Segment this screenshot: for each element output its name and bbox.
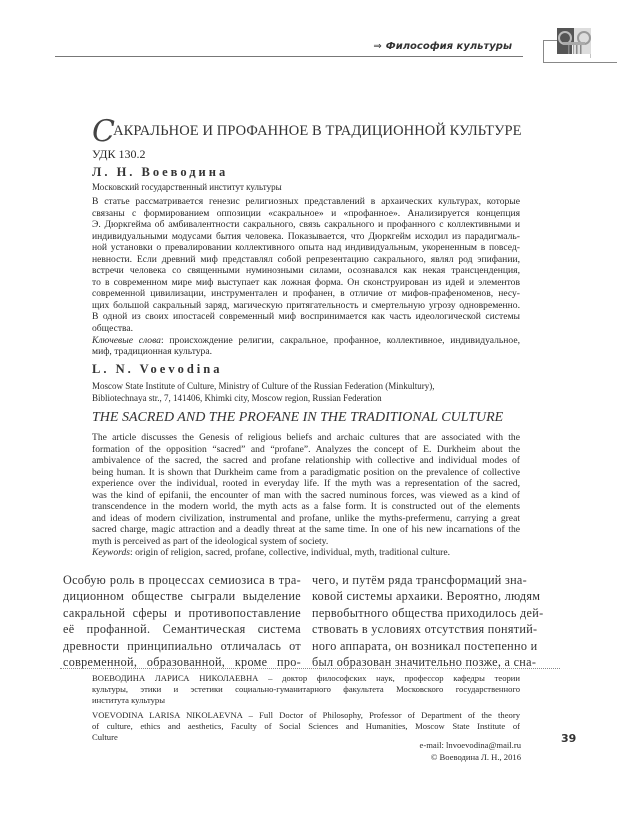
text-line: первобытного общества приходилось дей- [312, 605, 544, 620]
text-line: был образован значительно позже, а сна- [312, 654, 537, 669]
text-line: VOEVODINA LARISA NIKOLAEVNA – Full Doctor of Philosophy, Professor of Department of the theory [92, 710, 520, 720]
keywords-ru [92, 335, 520, 347]
body-col1-lines [63, 572, 301, 670]
text-line: ambivalence of the sacred, the sacred and profane relationship with collective and individual modes of [92, 455, 520, 467]
text-line: formation of the opposition “sacred” and “profane”. Analyzes the concept of E. Durkheim about the [92, 443, 520, 455]
ionic-column-logo-icon [557, 28, 591, 58]
page-number: 39 [561, 732, 577, 745]
author-bio-ru [92, 673, 520, 707]
abstract-en [92, 432, 520, 559]
text-line: сакральной сферы и противопоставление [63, 605, 301, 620]
text-line: современной, образованной, кроме про- [63, 654, 301, 669]
section-header [373, 41, 512, 52]
text-line: её профанной. Семантическая система [63, 622, 301, 637]
article-title-ru [92, 114, 522, 149]
text-line: культуры, этики и эстетики социально-гуманитарного факультета Московского государственного [92, 684, 520, 695]
text-line: Culture [92, 732, 118, 743]
text-line: В одной из своих ипостасей современный миф воспринимается как часть идеологической системы [92, 311, 520, 323]
text-line: experience over the individual, rooted in everyday life. If the myth was a representation of the sacred, [92, 478, 520, 490]
text-line: of culture, ethics and aesthetics, Faculty of Social Sciences and Humanities, Moscow State Institute of [92, 721, 520, 732]
text-line: was the kind of epifanii, the encounter of man with the sacred numinous forces, was viewed as a kind of [92, 489, 520, 501]
bracket-line [543, 40, 557, 41]
text-line: sacred charge, magic attraction and a deadly threat at the same time. In one of his new incarnations of the [92, 524, 520, 536]
text-line: ной установки о превалировании коллективного опыта над индивидуальным, укорененным в повсед- [92, 242, 520, 254]
text-line: щих большой сакральный заряд, магическую притягательность и смертельную угрозу одновременно. [92, 299, 520, 311]
text-line: встречи человека со священными нуминозными силами, осознавался как некая трансценденция, [92, 265, 520, 277]
affiliation-en [92, 380, 522, 404]
bracket-line [543, 40, 544, 62]
text-line: transcendence in the modern world, the myth acts as a false form. It is constructed out of the elements [92, 501, 520, 513]
footnote-divider [60, 668, 560, 669]
author-bio-en [92, 710, 520, 744]
keywords-en [92, 547, 520, 559]
udk-code: УДК 130.2 [92, 147, 146, 161]
keywords-label: Ключевые слова [92, 334, 161, 346]
bracket-line [543, 62, 617, 63]
author-name-ru: Л. Н. Воеводина [92, 165, 229, 179]
title-rest: АКРАЛЬНОЕ И ПРОФАННОЕ В ТРАДИЦИОННОЙ КУЛЬТУРЕ [113, 123, 522, 139]
text-line: чего, и путём ряда трансформаций зна- [312, 573, 527, 587]
bio-en-lines [92, 710, 520, 744]
text-line: ковой системы архаики. Вероятно, людям [312, 589, 541, 604]
keywords-label: Keywords [92, 547, 131, 559]
header-rule [55, 56, 523, 57]
keywords-text: : origin of religion, sacred, profane, collective, individual, myth, traditional culture. [130, 547, 450, 559]
section-title: Философия культуры [385, 41, 512, 52]
text-line: being human. It is shown that Durkheim came from a paradigmatic position on the prevalence of collective [92, 466, 520, 478]
author-name-en: L. N. Voevodina [92, 362, 223, 376]
text-line: связаны с формированием оппозиции «сакральное» и «профанное». Анализируется концепция [92, 207, 520, 219]
text-line: Э. Дюркгейма об амбивалентности сакрального, связь сакрального и профанного с коллективными и [92, 219, 520, 231]
author-email: e-mail: lnvoevodina@mail.ru [419, 740, 521, 750]
text-line: диционном обществе сыграли выделение [63, 589, 301, 604]
text-line: древности принципиально отличалась от [63, 638, 301, 653]
arrow-icon: ⇒ [373, 41, 382, 52]
text-line: and ideas of modern civilization, instrumental and profane, unlike the myths-prefermenu, carrying a great [92, 512, 520, 524]
affiliation-ru: Московский государственный институт культуры [92, 182, 282, 192]
abstract-ru [92, 196, 520, 358]
abstract-en-lines [92, 432, 520, 547]
text-line: то в современном мире миф выступает как ложная форма. Он сконструирован из идей и элементов [92, 276, 520, 288]
keywords-ru-cont: миф, традиционная культура. [92, 346, 213, 358]
text-line: ного аппарата, он возникал постепенно и [312, 638, 538, 653]
text-line: индивидуальными модусами бытия человека. Показывается, что Дюркгейм исходил из парадигмаль- [92, 230, 520, 242]
text-line: современной цивилизации, инструментален и профанен, в отличие от мифов-прафеноменов, несу- [92, 288, 520, 300]
text-line: myth is perceived as part of the ideological system of society. [92, 535, 329, 547]
text-line: Особую роль в процессах семиозиса в тра- [63, 573, 301, 587]
body-col2-lines [312, 572, 544, 670]
body-column-2 [312, 572, 544, 670]
text-line: The article discusses the Genesis of religious beliefs and archaic cultures that are associated with the [92, 432, 520, 443]
bio-ru-lines [92, 673, 520, 707]
title-initial: С [92, 114, 116, 149]
affiliation-en-line: Moscow State Institute of Culture, Ministry of Culture of the Russian Federation (Minkultury), [92, 381, 435, 391]
copyright: © Воеводина Л. Н., 2016 [430, 752, 521, 762]
body-column-1 [63, 572, 301, 670]
abstract-ru-lines [92, 196, 520, 335]
text-line: ВОЕВОДИНА ЛАРИСА НИКОЛАЕВНА – доктор философских наук, профессор кафедры теории [92, 673, 520, 683]
keywords-text: : происхождение религии, сакральное, профанное, коллективное, индивидуальное, [160, 334, 520, 346]
text-line: В статье рассматривается генезис религиозных представлений в архаических культурах, которые [92, 196, 520, 207]
text-line: ствовать в условиях отсутствия понятий- [312, 622, 538, 637]
affiliation-en-line: Bibliotechnaya str., 7, 141406, Khimki city, Moscow region, Russian Federation [92, 393, 382, 403]
text-line: института культуры [92, 695, 165, 706]
article-title-en: THE SACRED AND THE PROFANE IN THE TRADITIONAL CULTURE [92, 410, 504, 425]
text-line: общества. [92, 323, 134, 335]
text-line: невности. Если древний миф представлял собой репрезентацию сакрального, являл род эпифании, [92, 253, 520, 265]
